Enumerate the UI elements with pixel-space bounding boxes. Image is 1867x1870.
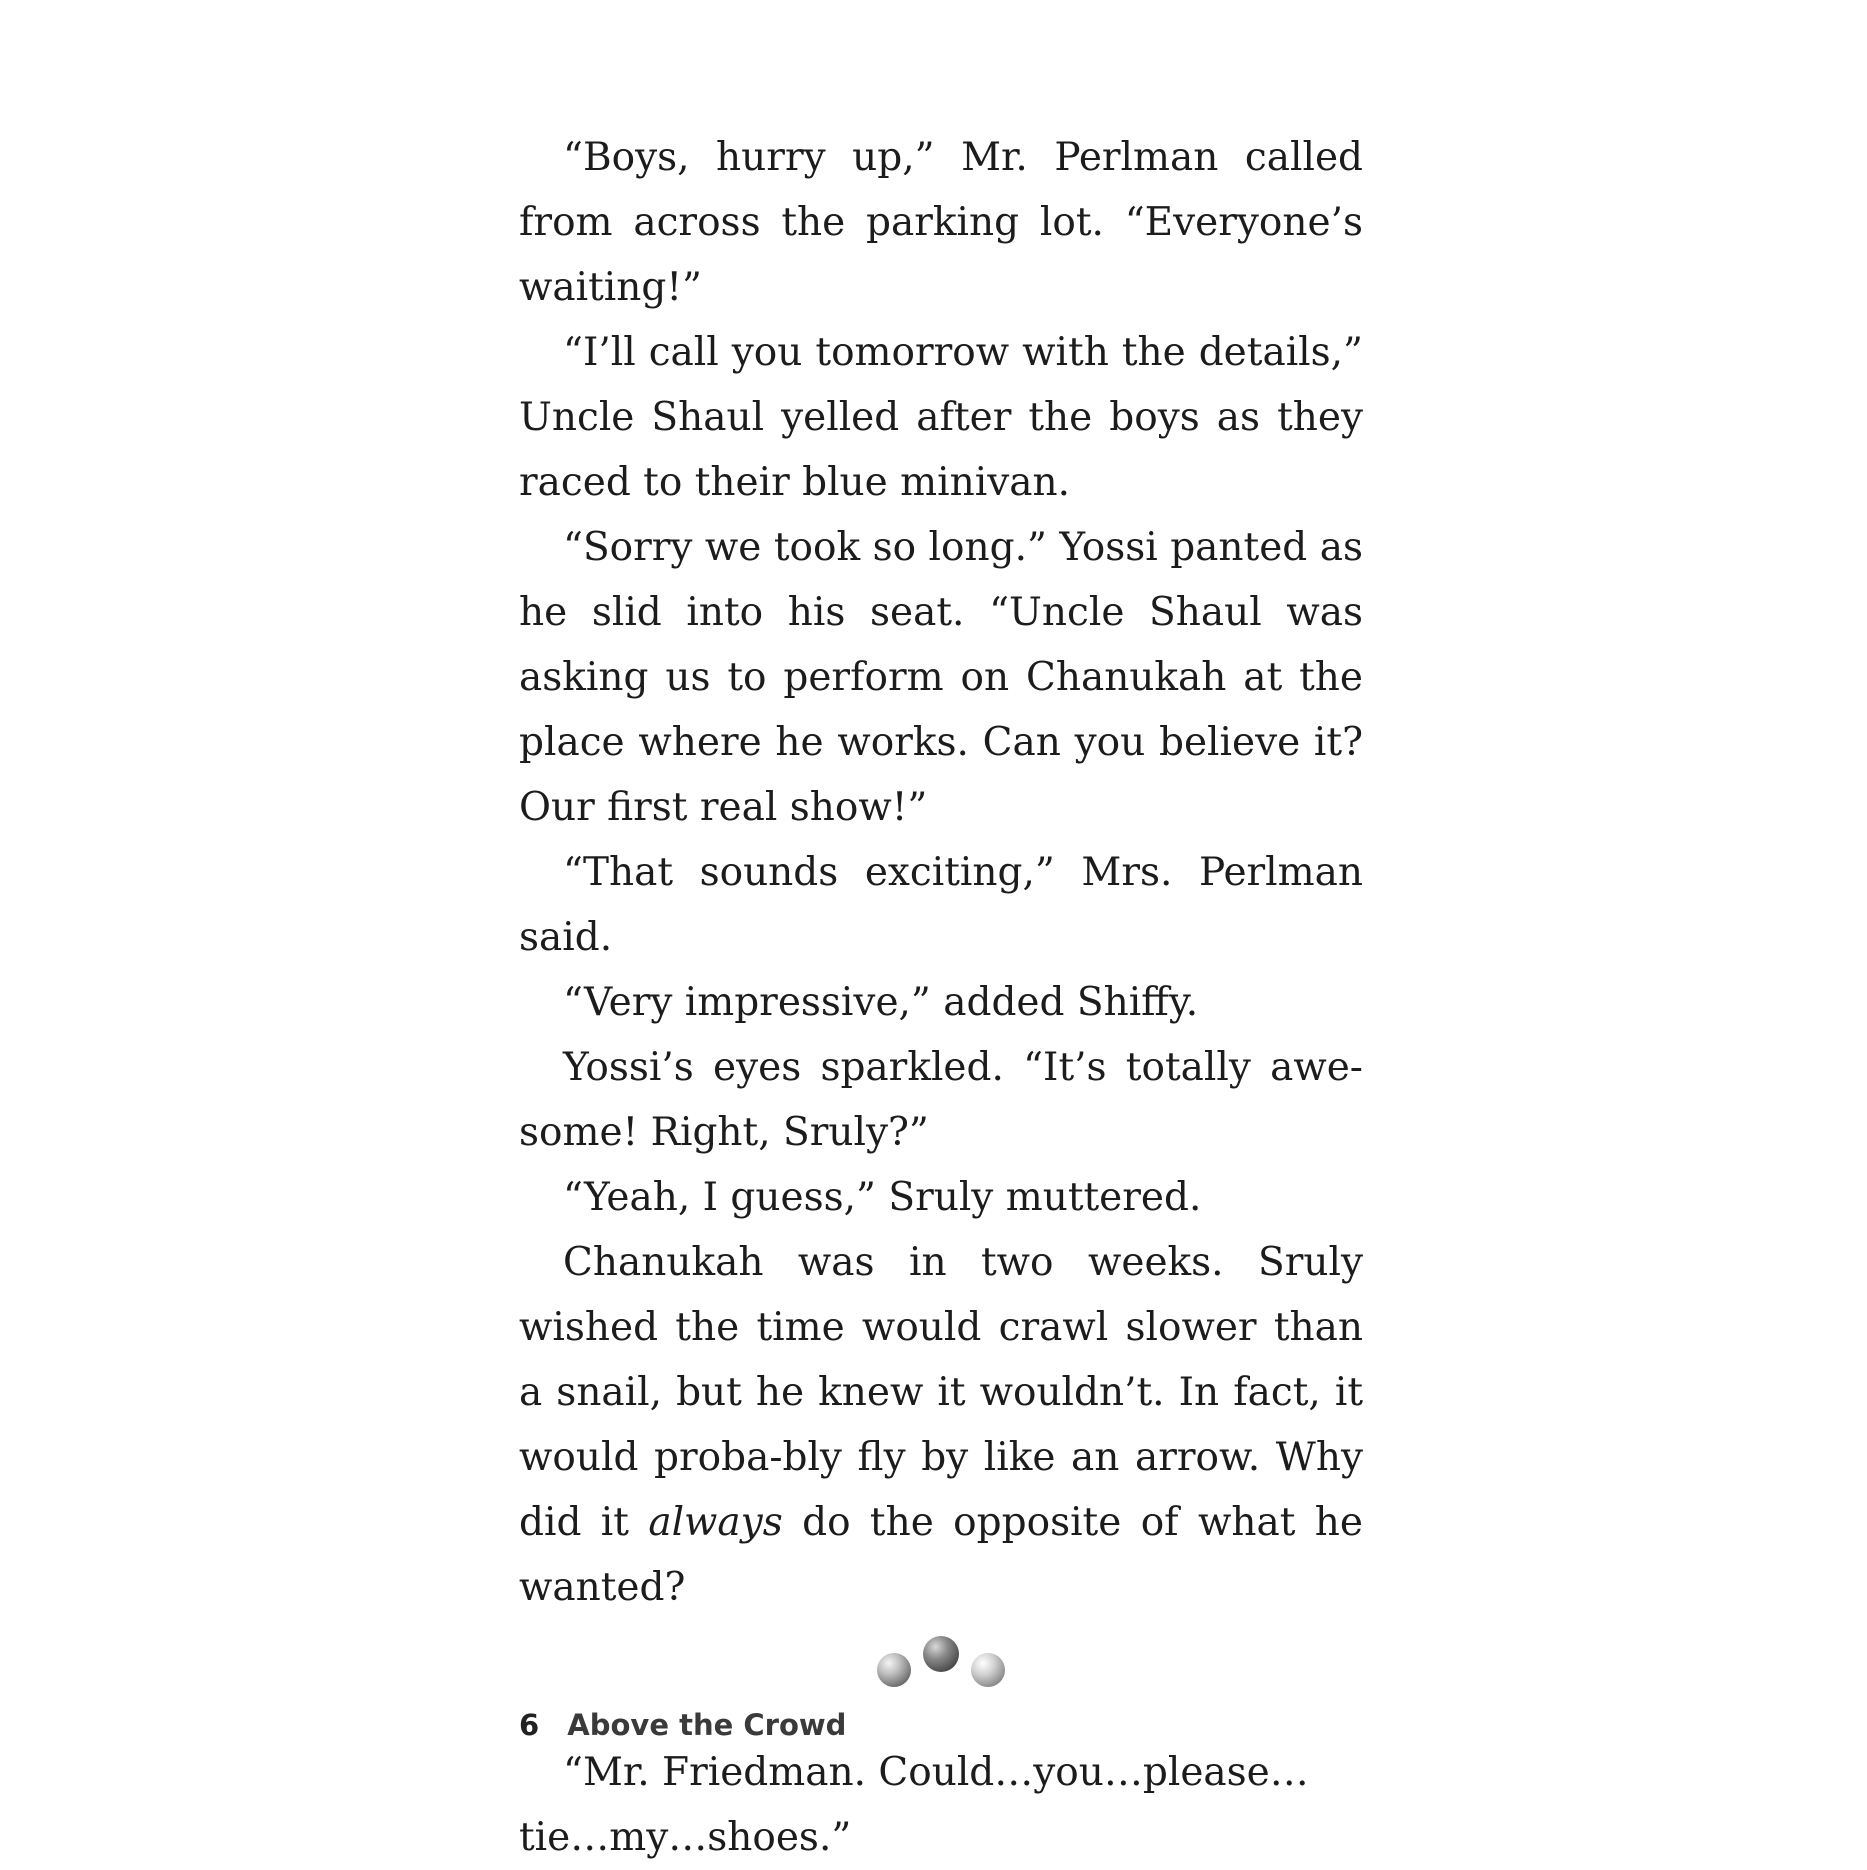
paragraph: Yossi’s eyes sparkled. “It’s totally awe-some! Right, Sruly?”	[519, 1045, 1363, 1155]
paragraph: “Yeah, I guess,” Sruly muttered.	[563, 1175, 1202, 1220]
italic-word: always	[648, 1500, 783, 1545]
ornament-dot-icon	[877, 1653, 911, 1687]
paragraph-text: do the opposite of what he wanted?	[519, 1500, 1363, 1610]
running-footer	[519, 1708, 846, 1742]
paragraph: “I’ll call you tomorrow with the details,” Uncle Shaul yelled after the boys as they raced to their blue minivan.	[519, 330, 1363, 505]
book-title: Above the Crowd	[567, 1708, 847, 1742]
page-number: 6	[519, 1708, 540, 1742]
ornament-dot-icon	[923, 1636, 959, 1672]
paragraph	[519, 1230, 1363, 1620]
paragraph: “Sorry we took so long.” Yossi panted as he slid into his seat. “Uncle Shaul was asking us to perform on Chanukah at the place where he works. Can you believe it? Our first real show!”	[519, 525, 1363, 830]
paragraph: “Very impressive,” added Shiffy.	[563, 980, 1199, 1025]
paragraph: “Mr. Friedman. Could…you…please…tie…my…shoes.”	[519, 1750, 1309, 1860]
ornament-dot-icon	[971, 1653, 1005, 1687]
text-column	[519, 125, 1363, 1870]
paragraph: “Boys, hurry up,” Mr. Perlman called from across the parking lot. “Everyone’s waiting!”	[519, 135, 1363, 310]
paragraph: “That sounds exciting,” Mrs. Perlman said.	[519, 850, 1363, 960]
paragraph-text: Chanukah was in two weeks. Sruly wished the time would crawl slower than a snail, but he knew it wouldn’t. In fact, it would proba-bly fly by like an arrow. Why did it	[519, 1240, 1363, 1545]
